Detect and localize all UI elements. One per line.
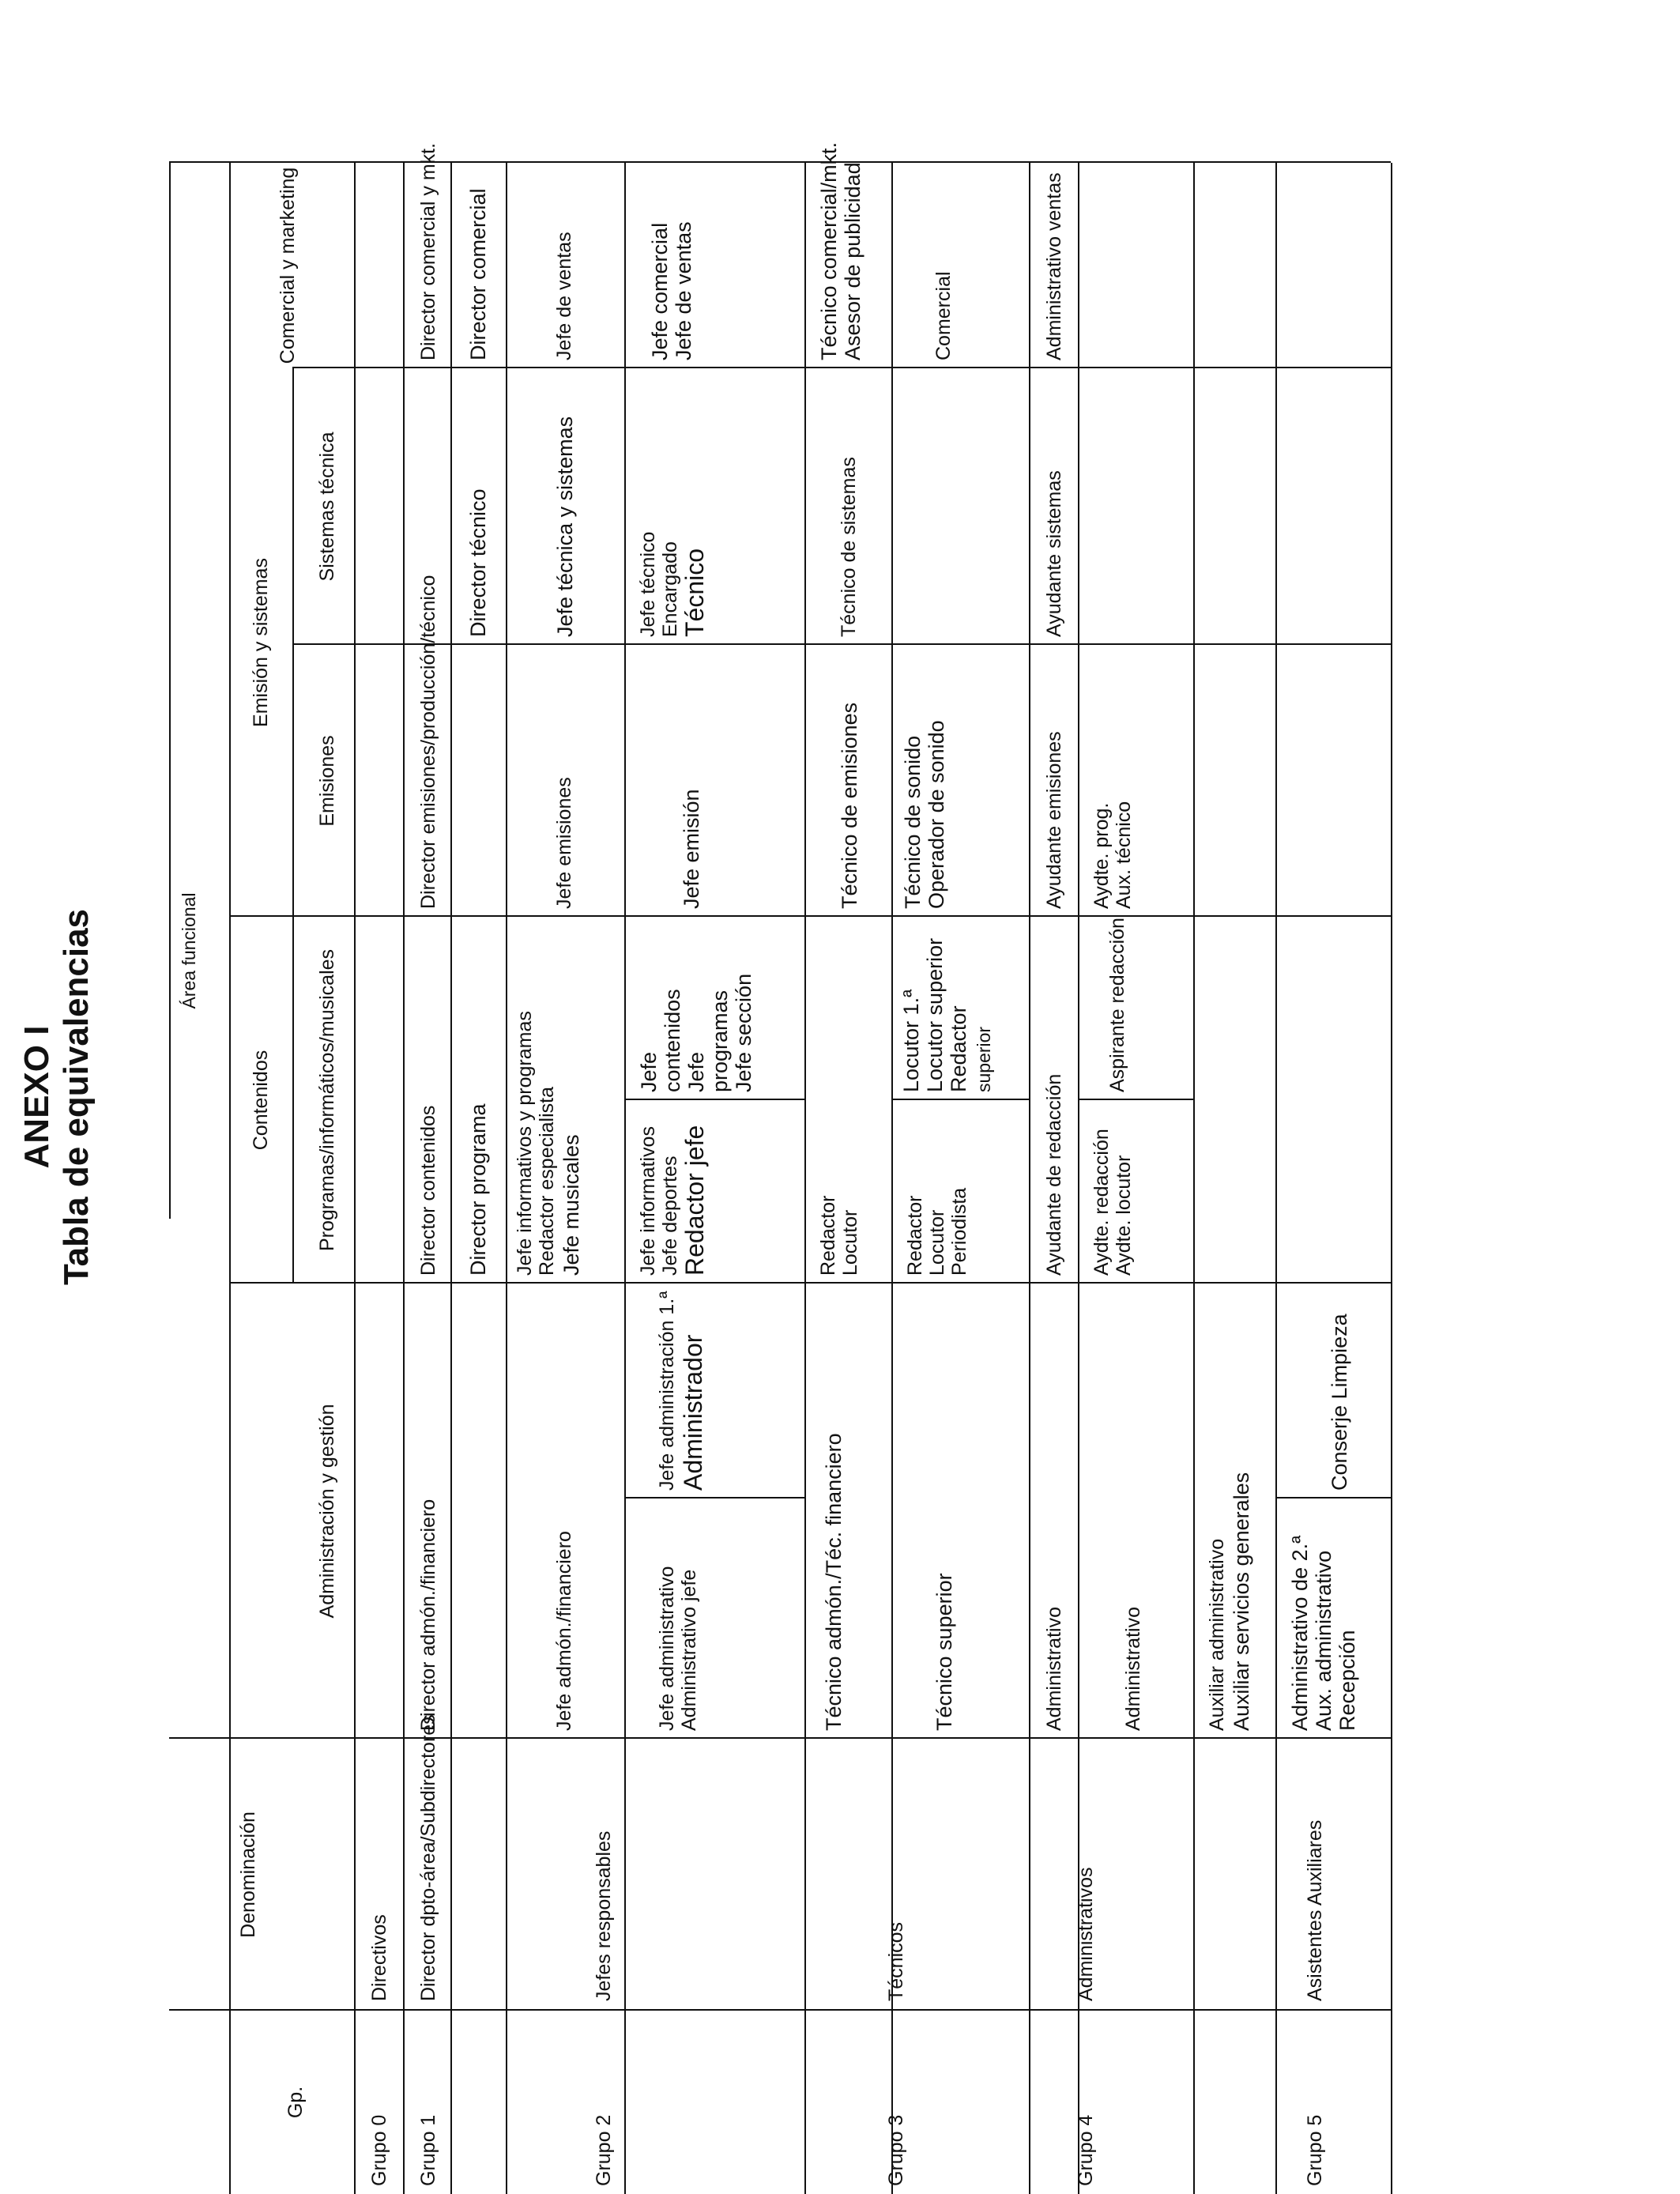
row-g3-contenidos: Redactor Locutor	[817, 1195, 861, 1276]
row-g0-gp: Grupo 0	[368, 2114, 390, 2186]
row-g2-gp: Grupo 2	[593, 2114, 615, 2186]
header-programas: Programas/informáticos/musicales	[316, 948, 338, 1252]
document-title: ANEXO I	[17, 1025, 56, 1169]
row-g4-emisiones: Ayudante emisiones	[1043, 731, 1065, 909]
row-g4b-emisiones: Aydte. prog. Aux. técnico	[1090, 801, 1135, 909]
row-g3b-cont-b-small: superior	[974, 1026, 994, 1092]
row-g4-comercial: Administrativo ventas	[1043, 172, 1065, 360]
row-g2b-cont-a: Jefe informativos Jefe deportes	[637, 1126, 681, 1276]
row-line	[506, 163, 507, 2194]
row-g4b-cont-b: Aspirante redacción	[1106, 918, 1128, 1092]
row-g4-sistemas: Ayudante sistemas	[1043, 470, 1065, 637]
row-line	[450, 163, 452, 2194]
header-contenidos: Contenidos	[250, 1050, 272, 1151]
inner-line	[891, 1099, 1029, 1100]
row-g1-den: Director dpto-área/Subdirectores	[417, 1714, 439, 2001]
row-g3-gp: Grupo 3	[885, 2114, 907, 2186]
row-g1b-comercial: Director comercial	[466, 188, 490, 360]
row-g5b-admin-b: Conserje Limpieza	[1328, 1314, 1351, 1491]
row-g2b-admin-b: Jefe administración 1.ª	[656, 1291, 678, 1491]
row-g2-contenidos: Jefe informativos y programas Redactor especialista	[514, 1011, 558, 1276]
row-line	[804, 163, 806, 2194]
row-g5b-admin-a: Administrativo de 2.ª Aux. administrativo Recepción	[1288, 1535, 1359, 1731]
row-line	[891, 163, 893, 2194]
row-g4-contenidos: Ayudante de redacción	[1043, 1073, 1065, 1276]
row-g3b-comercial: Comercial	[932, 271, 955, 360]
header-comercial: Comercial y marketing	[277, 167, 299, 364]
row-g1-admin: Director admón./financiero	[417, 1498, 439, 1731]
row-g2-emisiones: Jefe emisiones	[553, 777, 575, 909]
row-g4b-admin: Administrativo	[1122, 1607, 1144, 1731]
row-g5-admin-big: Auxiliar servicios generales	[1230, 1472, 1253, 1731]
row-g1-contenidos: Director contenidos	[417, 1105, 439, 1276]
col-line	[292, 643, 1391, 645]
row-g3b-emisiones: Técnico de sonido Operador de sonido	[901, 720, 948, 909]
row-line	[403, 163, 405, 2194]
row-g1-gp: Grupo 1	[417, 2114, 439, 2186]
row-g1-comercial: Director comercial y mkt.	[417, 142, 439, 360]
inner-line	[624, 1099, 804, 1100]
inner-line	[624, 1497, 804, 1498]
row-line	[624, 163, 626, 2194]
col-line	[229, 915, 1391, 917]
col-line	[292, 367, 1391, 368]
row-g3b-cont-b: Locutor 1.ª Locutor superior Redactor	[899, 937, 970, 1092]
row-g2-admin: Jefe admón./financiero	[553, 1531, 575, 1731]
row-g4-admin: Administrativo	[1043, 1607, 1065, 1731]
inner-line	[1275, 1497, 1391, 1498]
row-g2b-emisiones: Jefe emisión	[680, 789, 703, 909]
row-g2-comercial: Jefe de ventas	[553, 232, 575, 360]
row-g4b-cont-a: Aydte. redacción Aydte. locutor	[1090, 1129, 1135, 1276]
row-g3-comercial: Técnico comercial/mkt. Asesor de publicidad	[817, 141, 864, 360]
row-g3-emisiones: Técnico de emisiones	[838, 702, 861, 909]
row-g2b-admin-b-big: Administrador	[679, 1334, 707, 1491]
row-g3b-cont-a: Redactor Locutor Periodista	[904, 1187, 970, 1276]
header-sistemas: Sistemas técnica	[316, 432, 338, 582]
row-g5-admin: Auxiliar administrativo	[1206, 1538, 1228, 1731]
header-denominacion: Denominación	[237, 1811, 259, 1938]
col-line	[169, 161, 1391, 163]
row-line	[1029, 163, 1030, 2194]
header-emision: Emisión y sistemas	[250, 558, 272, 727]
row-g2-contenidos-big: Jefe musicales	[559, 1134, 583, 1276]
col-line	[169, 2009, 1391, 2011]
row-g2-den: Jefes responsables	[593, 1830, 615, 2001]
row-g3b-admin: Técnico superior	[932, 1573, 956, 1731]
row-g2-sistemas: Jefe técnica y sistemas	[553, 416, 577, 637]
row-g2b-admin-a: Jefe administrativo Administrativo jefe	[656, 1566, 700, 1731]
row-line	[1275, 163, 1277, 2194]
header-admin: Administración y gestión	[316, 1404, 338, 1619]
row-g1b-contenidos: Director programa	[466, 1103, 490, 1276]
header-area-funcional: Área funcional	[179, 892, 199, 1009]
row-g1b-sistemas: Director técnico	[466, 488, 490, 637]
row-g2b-comercial: Jefe comercial Jefe de ventas	[648, 221, 695, 360]
inner-line	[1078, 1099, 1193, 1100]
col-line	[169, 1737, 1391, 1739]
header-gp: Gp.	[284, 2086, 307, 2119]
row-g2b-sistemas: Jefe técnico Encargado	[637, 531, 681, 637]
row-g3-den: Técnicos	[885, 1921, 907, 2001]
row-line	[1391, 163, 1392, 2194]
row-g5-gp: Grupo 5	[1304, 2114, 1326, 2186]
row-g2b-sistemas-big: Técnico	[680, 548, 709, 637]
row-g3-admin: Técnico admón./Téc. financiero	[822, 1433, 846, 1731]
row-g2b-cont-a-big: Redactor jefe	[680, 1125, 709, 1276]
title-block	[17, 0, 96, 2194]
header-line	[292, 368, 294, 1284]
row-line	[1193, 163, 1195, 2194]
row-g3-sistemas: Técnico de sistemas	[838, 457, 860, 637]
row-g2b-cont-b: Jefe contenidos Jefe programas Jefe sección	[637, 973, 755, 1092]
header-line	[229, 163, 231, 1219]
row-g0-den: Directivos	[368, 1914, 390, 2001]
row-line	[169, 163, 171, 1219]
document-subtitle: Tabla de equivalencias	[57, 908, 96, 1286]
col-line	[229, 1282, 1391, 1284]
row-g4-den: Administrativos	[1075, 1867, 1097, 2001]
row-g4-gp: Grupo 4	[1075, 2114, 1097, 2186]
row-g1-emision: Director emisiones/producción/técnico	[417, 575, 439, 909]
header-emisiones: Emisiones	[316, 735, 338, 827]
row-g5-den: Asistentes Auxiliares	[1304, 1819, 1326, 2001]
row-line	[354, 163, 356, 2194]
